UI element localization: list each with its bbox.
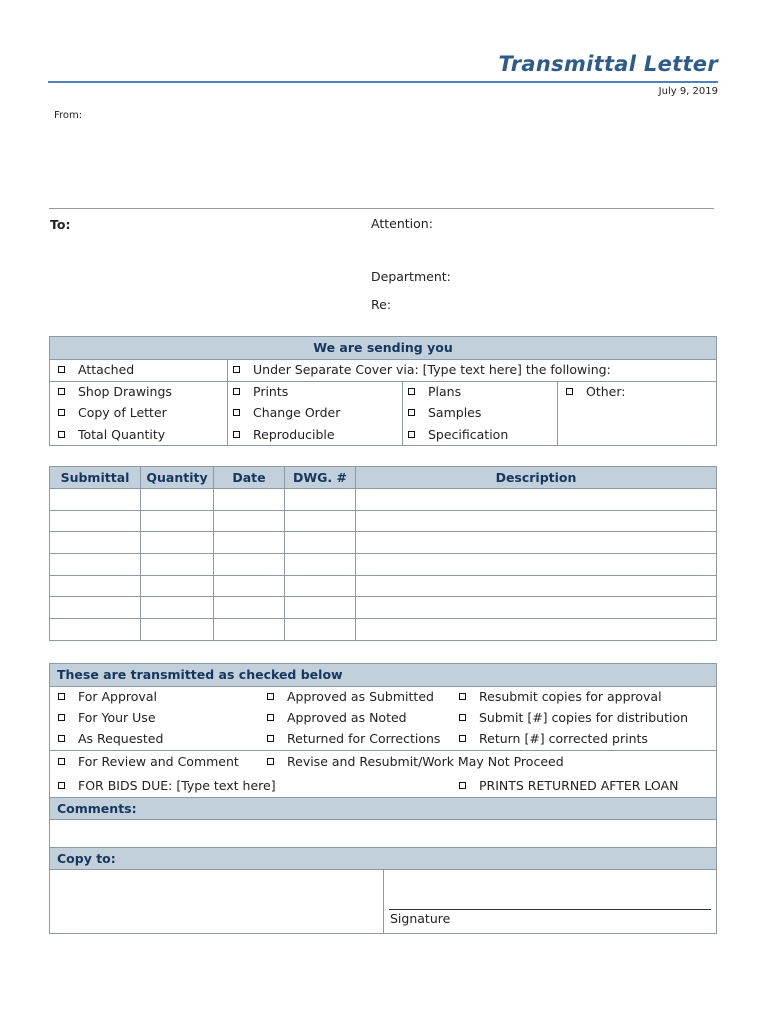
transmitted-heading: These are transmitted as checked below [50,664,716,686]
checkbox-icon[interactable] [233,409,240,416]
table-cell[interactable] [356,597,717,619]
table-row [50,510,717,532]
column-header-description: Description [356,467,717,489]
title-divider [48,81,718,83]
table-cell[interactable] [285,510,356,532]
checkbox-icon[interactable] [566,388,573,395]
table-cell[interactable] [141,619,214,641]
comments-field[interactable] [50,820,716,847]
table-cell[interactable] [285,532,356,554]
table-row [50,597,717,619]
submittal-table [49,466,717,641]
table-cell[interactable] [214,597,285,619]
comments-heading: Comments: [50,798,716,819]
table-cell[interactable] [141,510,214,532]
table-cell[interactable] [285,554,356,576]
option-plans[interactable]: Plans [408,384,461,399]
checkbox-icon[interactable] [58,693,65,700]
checkbox-icon[interactable] [459,735,466,742]
re-label: Re: [371,297,392,312]
checkbox-icon[interactable] [459,714,466,721]
department-label: Department: [371,269,451,284]
option-samples[interactable]: Samples [408,405,481,420]
table-header-row [50,467,717,489]
option-returned-for-corrections[interactable]: Returned for Corrections [267,731,440,746]
table-cell[interactable] [356,489,717,511]
signature-line[interactable] [389,909,711,910]
option-submit-copies[interactable]: Submit [#] copies for distribution [459,710,688,725]
copy-to-field[interactable] [50,870,383,933]
table-cell[interactable] [214,619,285,641]
checkbox-icon[interactable] [408,388,415,395]
table-cell[interactable] [285,575,356,597]
option-review-and-comment[interactable]: For Review and Comment [58,754,239,769]
table-cell[interactable] [50,597,141,619]
checkbox-icon[interactable] [58,366,65,373]
document-date: July 9, 2019 [658,86,718,97]
table-cell[interactable] [356,510,717,532]
option-revise-and-resubmit[interactable]: Revise and Resubmit/Work May Not Proceed [267,754,564,769]
option-shop-drawings[interactable]: Shop Drawings [58,384,172,399]
signature-label: Signature [390,911,451,926]
option-return-corrected-prints[interactable]: Return [#] corrected prints [459,731,648,746]
option-for-your-use[interactable]: For Your Use [58,710,156,725]
column-header-quantity: Quantity [141,467,214,489]
copy-to-heading: Copy to: [50,848,716,869]
table-row [50,554,717,576]
table-cell[interactable] [214,532,285,554]
table-cell[interactable] [141,554,214,576]
from-divider [49,208,714,209]
table-cell[interactable] [214,554,285,576]
table-cell[interactable] [356,619,717,641]
column-header-submittal: Submittal [50,467,141,489]
option-prints-returned[interactable]: PRINTS RETURNED AFTER LOAN [459,778,678,793]
table-cell[interactable] [214,510,285,532]
table-cell[interactable] [50,489,141,511]
table-cell[interactable] [50,575,141,597]
option-approved-as-noted[interactable]: Approved as Noted [267,710,407,725]
table-cell[interactable] [356,532,717,554]
table-cell[interactable] [141,597,214,619]
table-cell[interactable] [356,575,717,597]
attention-label: Attention: [371,216,433,231]
option-prints[interactable]: Prints [233,384,288,399]
checkbox-icon[interactable] [58,782,65,789]
checkbox-icon[interactable] [408,431,415,438]
checkbox-icon[interactable] [233,388,240,395]
to-label: To: [50,217,71,232]
table-cell[interactable] [214,575,285,597]
checkbox-icon[interactable] [459,782,466,789]
table-row [50,619,717,641]
table-cell[interactable] [285,619,356,641]
option-change-order[interactable]: Change Order [233,405,340,420]
table-cell[interactable] [50,554,141,576]
option-specification[interactable]: Specification [408,427,508,442]
column-header-date: Date [214,467,285,489]
checkbox-icon[interactable] [58,388,65,395]
option-for-bids-due[interactable]: FOR BIDS DUE: [Type text here] [58,778,276,793]
transmitted-section [49,663,717,934]
sending-heading: We are sending you [50,337,716,359]
sending-section [49,336,717,446]
option-resubmit-copies[interactable]: Resubmit copies for approval [459,689,662,704]
table-cell[interactable] [141,489,214,511]
table-cell[interactable] [285,489,356,511]
table-row [50,575,717,597]
table-row [50,489,717,511]
option-as-requested[interactable]: As Requested [58,731,163,746]
table-cell[interactable] [285,597,356,619]
column-header-dwg: DWG. # [285,467,356,489]
table-cell[interactable] [356,554,717,576]
option-reproducible[interactable]: Reproducible [233,427,335,442]
option-copy-of-letter[interactable]: Copy of Letter [58,405,167,420]
checkbox-icon[interactable] [267,758,274,765]
checkbox-icon[interactable] [58,735,65,742]
table-cell[interactable] [141,532,214,554]
checkbox-icon[interactable] [459,693,466,700]
option-separate-cover[interactable]: Under Separate Cover via: [Type text here] the following: [233,362,611,377]
option-total-quantity[interactable]: Total Quantity [58,427,165,442]
from-label: From: [54,110,83,121]
checkbox-icon[interactable] [233,431,240,438]
table-cell[interactable] [141,575,214,597]
option-approved-as-submitted[interactable]: Approved as Submitted [267,689,434,704]
table-row [50,532,717,554]
option-attached[interactable]: Attached [58,362,134,377]
checkbox-icon[interactable] [58,758,65,765]
table-cell[interactable] [50,510,141,532]
checkbox-icon[interactable] [58,409,65,416]
checkbox-icon[interactable] [58,431,65,438]
checkbox-icon[interactable] [267,714,274,721]
checkbox-icon[interactable] [267,693,274,700]
checkbox-icon[interactable] [267,735,274,742]
checkbox-icon[interactable] [233,366,240,373]
table-cell[interactable] [50,619,141,641]
table-cell[interactable] [50,532,141,554]
checkbox-icon[interactable] [408,409,415,416]
document-title: Transmittal Letter [498,52,718,76]
option-other[interactable]: Other: [566,384,625,399]
option-for-approval[interactable]: For Approval [58,689,157,704]
checkbox-icon[interactable] [58,714,65,721]
table-cell[interactable] [214,489,285,511]
